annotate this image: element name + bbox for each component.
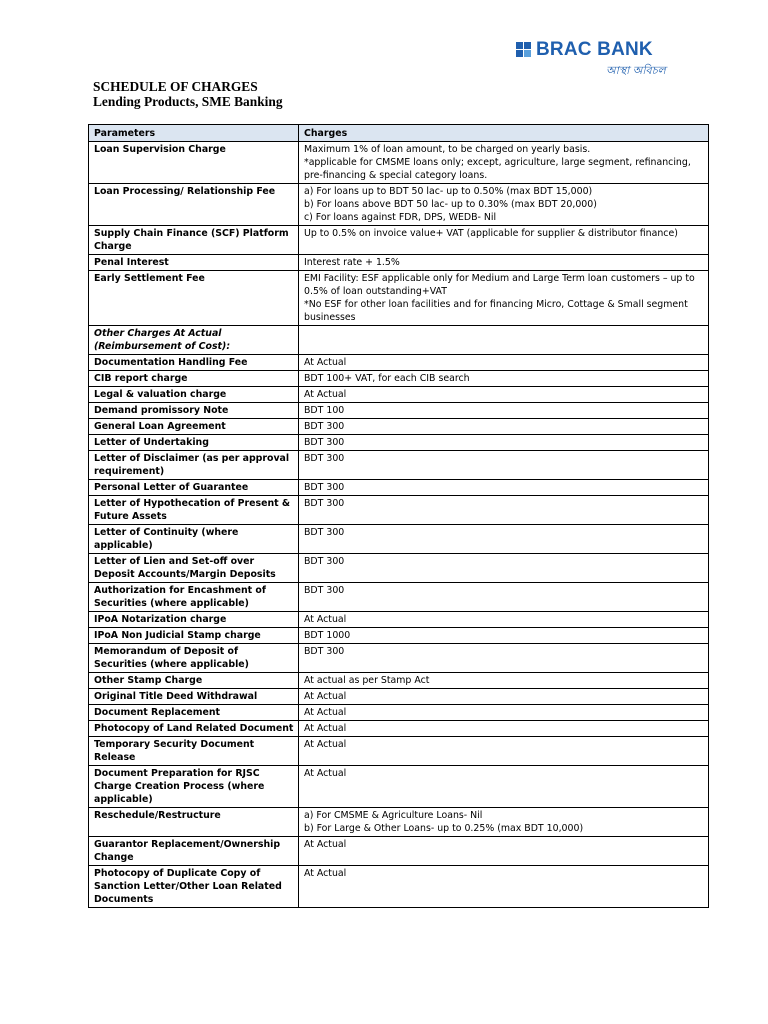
parameter-cell: CIB report charge <box>89 371 299 387</box>
charges-table <box>88 124 709 908</box>
table-row <box>89 689 709 705</box>
logo-mark-icon <box>516 42 532 58</box>
charge-line: Up to 0.5% on invoice value+ VAT (applicable for supplier & distributor finance) <box>304 228 678 239</box>
table-row <box>89 355 709 371</box>
charge-cell <box>299 271 709 326</box>
charge-cell <box>299 435 709 451</box>
charge-line: BDT 300 <box>304 453 345 464</box>
parameter-cell: Demand promissory Note <box>89 403 299 419</box>
table-row <box>89 583 709 612</box>
charge-line: a) For CMSME & Agriculture Loans- Nil <box>304 810 483 821</box>
charge-cell <box>299 689 709 705</box>
charge-line: Maximum 1% of loan amount, to be charged on yearly basis. <box>304 144 591 155</box>
charge-line: Interest rate + 1.5% <box>304 257 400 268</box>
section-empty-cell <box>299 326 709 355</box>
parameter-cell: Documentation Handling Fee <box>89 355 299 371</box>
parameter-cell: Authorization for Encashment of Securities (where applicable) <box>89 583 299 612</box>
charge-cell <box>299 837 709 866</box>
table-row <box>89 403 709 419</box>
charge-line: At Actual <box>304 691 347 702</box>
document-title <box>93 79 283 109</box>
parameter-cell: Early Settlement Fee <box>89 271 299 326</box>
charge-cell <box>299 371 709 387</box>
charge-line: At Actual <box>304 768 347 779</box>
charge-cell <box>299 628 709 644</box>
parameter-cell: Personal Letter of Guarantee <box>89 480 299 496</box>
brac-bank-logo <box>516 40 678 80</box>
table-row <box>89 737 709 766</box>
charge-line: b) For loans above BDT 50 lac- up to 0.30% (max BDT 20,000) <box>304 199 597 210</box>
charge-cell <box>299 403 709 419</box>
table-row <box>89 184 709 226</box>
charge-cell <box>299 525 709 554</box>
charge-line: c) For loans against FDR, DPS, WEDB- Nil <box>304 212 497 223</box>
charge-cell <box>299 419 709 435</box>
parameter-cell: Photocopy of Duplicate Copy of Sanction Letter/Other Loan Related Documents <box>89 866 299 908</box>
parameter-cell: Original Title Deed Withdrawal <box>89 689 299 705</box>
parameter-cell: IPoA Non Judicial Stamp charge <box>89 628 299 644</box>
charge-cell <box>299 226 709 255</box>
brand-tagline: আস্থা অবিচল <box>606 64 666 77</box>
parameter-cell: Document Preparation for RJSC Charge Creation Process (where applicable) <box>89 766 299 808</box>
charge-cell <box>299 480 709 496</box>
charge-line: At Actual <box>304 723 347 734</box>
parameter-cell: Letter of Continuity (where applicable) <box>89 525 299 554</box>
table-row <box>89 387 709 403</box>
charge-cell <box>299 737 709 766</box>
charge-cell <box>299 866 709 908</box>
parameter-cell: Temporary Security Document Release <box>89 737 299 766</box>
parameter-cell: Supply Chain Finance (SCF) Platform Charge <box>89 226 299 255</box>
charge-cell <box>299 451 709 480</box>
charge-cell <box>299 355 709 371</box>
parameter-cell: Guarantor Replacement/Ownership Change <box>89 837 299 866</box>
title-line-1: SCHEDULE OF CHARGES <box>93 79 258 94</box>
header-charges: Charges <box>299 125 709 142</box>
charge-line: BDT 300 <box>304 437 345 448</box>
charge-line: a) For loans up to BDT 50 lac- up to 0.50% (max BDT 15,000) <box>304 186 593 197</box>
charge-cell <box>299 142 709 184</box>
table-row <box>89 451 709 480</box>
parameter-cell: Memorandum of Deposit of Securities (where applicable) <box>89 644 299 673</box>
charge-line: BDT 300 <box>304 482 345 493</box>
charge-line: EMI Facility: ESF applicable only for Medium and Large Term loan customers – up to 0.5% of loan outstanding+VAT <box>304 273 695 297</box>
table-row <box>89 705 709 721</box>
parameter-cell: Loan Processing/ Relationship Fee <box>89 184 299 226</box>
header-parameters: Parameters <box>89 125 299 142</box>
charge-line: At Actual <box>304 707 347 718</box>
parameter-cell: Reschedule/Restructure <box>89 808 299 837</box>
charge-cell <box>299 721 709 737</box>
charge-cell <box>299 496 709 525</box>
charge-cell <box>299 387 709 403</box>
parameter-cell: Penal Interest <box>89 255 299 271</box>
charge-line: BDT 300 <box>304 646 345 657</box>
charge-line: *No ESF for other loan facilities and for financing Micro, Cottage & Small segment businesses <box>304 299 688 323</box>
table-row <box>89 673 709 689</box>
charge-line: At Actual <box>304 389 347 400</box>
table-row <box>89 255 709 271</box>
charge-cell <box>299 255 709 271</box>
table-row <box>89 496 709 525</box>
table-row <box>89 628 709 644</box>
table-row <box>89 644 709 673</box>
charge-line: *applicable for CMSME loans only; except, agriculture, large segment, refinancing, pre-financing & special category loans. <box>304 157 691 181</box>
charge-line: BDT 100+ VAT, for each CIB search <box>304 373 470 384</box>
charge-cell <box>299 808 709 837</box>
charge-line: BDT 300 <box>304 498 345 509</box>
charge-line: At Actual <box>304 614 347 625</box>
table-row <box>89 226 709 255</box>
charge-line: At Actual <box>304 839 347 850</box>
table-row <box>89 766 709 808</box>
parameter-cell: Photocopy of Land Related Document <box>89 721 299 737</box>
section-row <box>89 326 709 355</box>
charge-line: BDT 300 <box>304 421 345 432</box>
charge-cell <box>299 766 709 808</box>
charge-cell <box>299 705 709 721</box>
parameter-cell: Letter of Lien and Set-off over Deposit Accounts/Margin Deposits <box>89 554 299 583</box>
charge-cell <box>299 583 709 612</box>
table-row <box>89 142 709 184</box>
parameter-cell: Letter of Hypothecation of Present & Future Assets <box>89 496 299 525</box>
charge-line: b) For Large & Other Loans- up to 0.25% (max BDT 10,000) <box>304 823 584 834</box>
parameter-cell: Loan Supervision Charge <box>89 142 299 184</box>
parameter-cell: Letter of Disclaimer (as per approval requirement) <box>89 451 299 480</box>
table-row <box>89 371 709 387</box>
parameter-cell: Letter of Undertaking <box>89 435 299 451</box>
charge-line: BDT 300 <box>304 556 345 567</box>
charge-cell <box>299 644 709 673</box>
table-row <box>89 554 709 583</box>
table-row <box>89 480 709 496</box>
charge-line: BDT 300 <box>304 527 345 538</box>
charge-line: BDT 300 <box>304 585 345 596</box>
charge-line: At actual as per Stamp Act <box>304 675 430 686</box>
charge-cell <box>299 184 709 226</box>
table-row <box>89 721 709 737</box>
brand-name: BRAC BANK <box>536 39 653 60</box>
title-line-2: Lending Products, SME Banking <box>93 94 283 109</box>
table-header-row <box>89 125 709 142</box>
parameter-cell: Document Replacement <box>89 705 299 721</box>
table-row <box>89 612 709 628</box>
table-row <box>89 419 709 435</box>
charge-cell <box>299 612 709 628</box>
charge-line: At Actual <box>304 357 347 368</box>
parameter-cell: General Loan Agreement <box>89 419 299 435</box>
table-row <box>89 808 709 837</box>
charge-cell <box>299 554 709 583</box>
parameter-cell: Legal & valuation charge <box>89 387 299 403</box>
charge-line: BDT 1000 <box>304 630 351 641</box>
table-row <box>89 271 709 326</box>
charge-cell <box>299 673 709 689</box>
charge-line: BDT 100 <box>304 405 345 416</box>
parameter-cell: Other Stamp Charge <box>89 673 299 689</box>
charge-line: At Actual <box>304 739 347 750</box>
charge-line: At Actual <box>304 868 347 879</box>
table-row <box>89 525 709 554</box>
section-label: Other Charges At Actual (Reimbursement of Cost): <box>89 326 299 355</box>
parameter-cell: IPoA Notarization charge <box>89 612 299 628</box>
table-row <box>89 837 709 866</box>
table-row <box>89 866 709 908</box>
table-row <box>89 435 709 451</box>
